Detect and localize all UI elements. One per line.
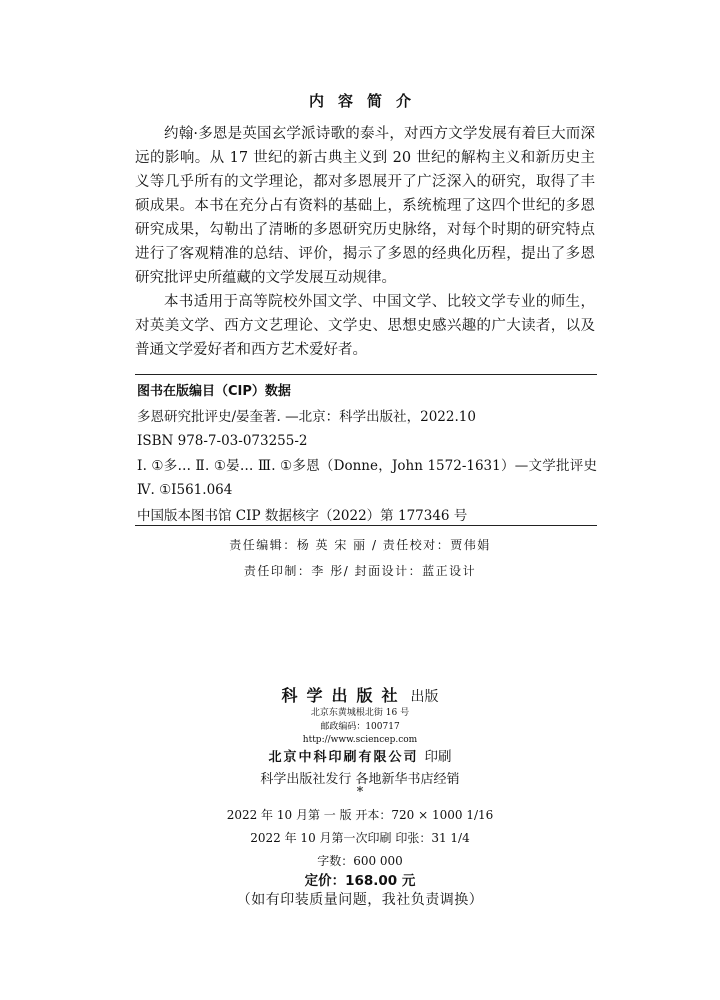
cip-approval: 中国版本图书馆 CIP 数据核字（2022）第 177346 号 — [137, 508, 468, 524]
cip-record: 多恩研究批评史/晏奎著. —北京：科学出版社，2022.10 — [137, 409, 476, 425]
abstract — [135, 122, 595, 362]
cip-block — [137, 381, 597, 527]
production-credits: 责任印制：李 彤/ 封面设计：蓝正设计 — [243, 564, 477, 578]
publisher-website: http://www.sciencep.com — [302, 735, 418, 745]
price: 定价：168.00 元 — [304, 873, 416, 889]
edition-line-2: 2022 年 10 月第一次印刷 印张：31 1/4 — [250, 831, 470, 845]
publisher-address: 北京东黄城根北街 16 号 — [310, 708, 410, 718]
cip-isbn: ISBN 978-7-03-073255-2 — [137, 433, 308, 449]
cip-title: 图书在版编目（CIP）数据 — [137, 384, 291, 399]
quality-note: （如有印装质量问题，我社负责调换） — [236, 892, 484, 908]
printer-line — [0, 745, 720, 765]
publisher-name: 科学出版社 — [281, 686, 407, 705]
printer-role: 印刷 — [424, 749, 452, 765]
abstract-paragraph: 本书适用于高等院校外国文学、中国文学、比较文学专业的师生，对英美文学、西方文艺理论、文学史、思想史感兴趣的广大读者，以及普通文学爱好者和西方艺术爱好者。 — [135, 294, 595, 358]
cip-top-rule — [135, 374, 597, 375]
edition-line-1: 2022 年 10 月第 一 版 开本：720 × 1000 1/16 — [226, 808, 494, 822]
distribution-line: 科学出版社发行 各地新华书店经销 — [260, 772, 460, 787]
editor-credits: 责任编辑：杨 英 宋 丽 / 责任校对：贾伟娟 — [229, 538, 491, 552]
abstract-paragraph: 约翰·多恩是英国玄学派诗歌的泰斗，对西方文学发展有着巨大而深远的影响。从 17 世纪的新古典主义到 20 世纪的解构主义和新历史主义等几乎所有的文学理论，都对多恩展开了广泛深入的研究，取得了丰硕成果。本书在充分占有资料的基础上，系统梳理了这四个世纪的多恩研究成果，勾勒出了清晰的多恩研究历史脉络，对每个时期的研究特点进行了客观精准的总结、评价，揭示了多恩的经典化历程，提出了多恩研究批评史所蕴藏的文学发展互动规律。 — [135, 126, 595, 286]
section-title: 内容简介 — [308, 92, 425, 110]
printer-name: 北京中科印刷有限公司 — [268, 750, 419, 765]
cip-classification: Ⅰ. ①多… Ⅱ. ①晏… Ⅲ. ①多恩（Donne，John 1572-1631）—文学批评史 Ⅳ. ①I561.064 — [137, 458, 597, 498]
publisher-role: 出版 — [410, 689, 439, 705]
publisher-line — [0, 683, 720, 706]
cip-bottom-rule — [135, 525, 597, 526]
word-count: 字数：600 000 — [317, 854, 403, 868]
separator-star: * — [356, 785, 364, 800]
publisher-postcode: 邮政编码：100717 — [320, 722, 400, 732]
